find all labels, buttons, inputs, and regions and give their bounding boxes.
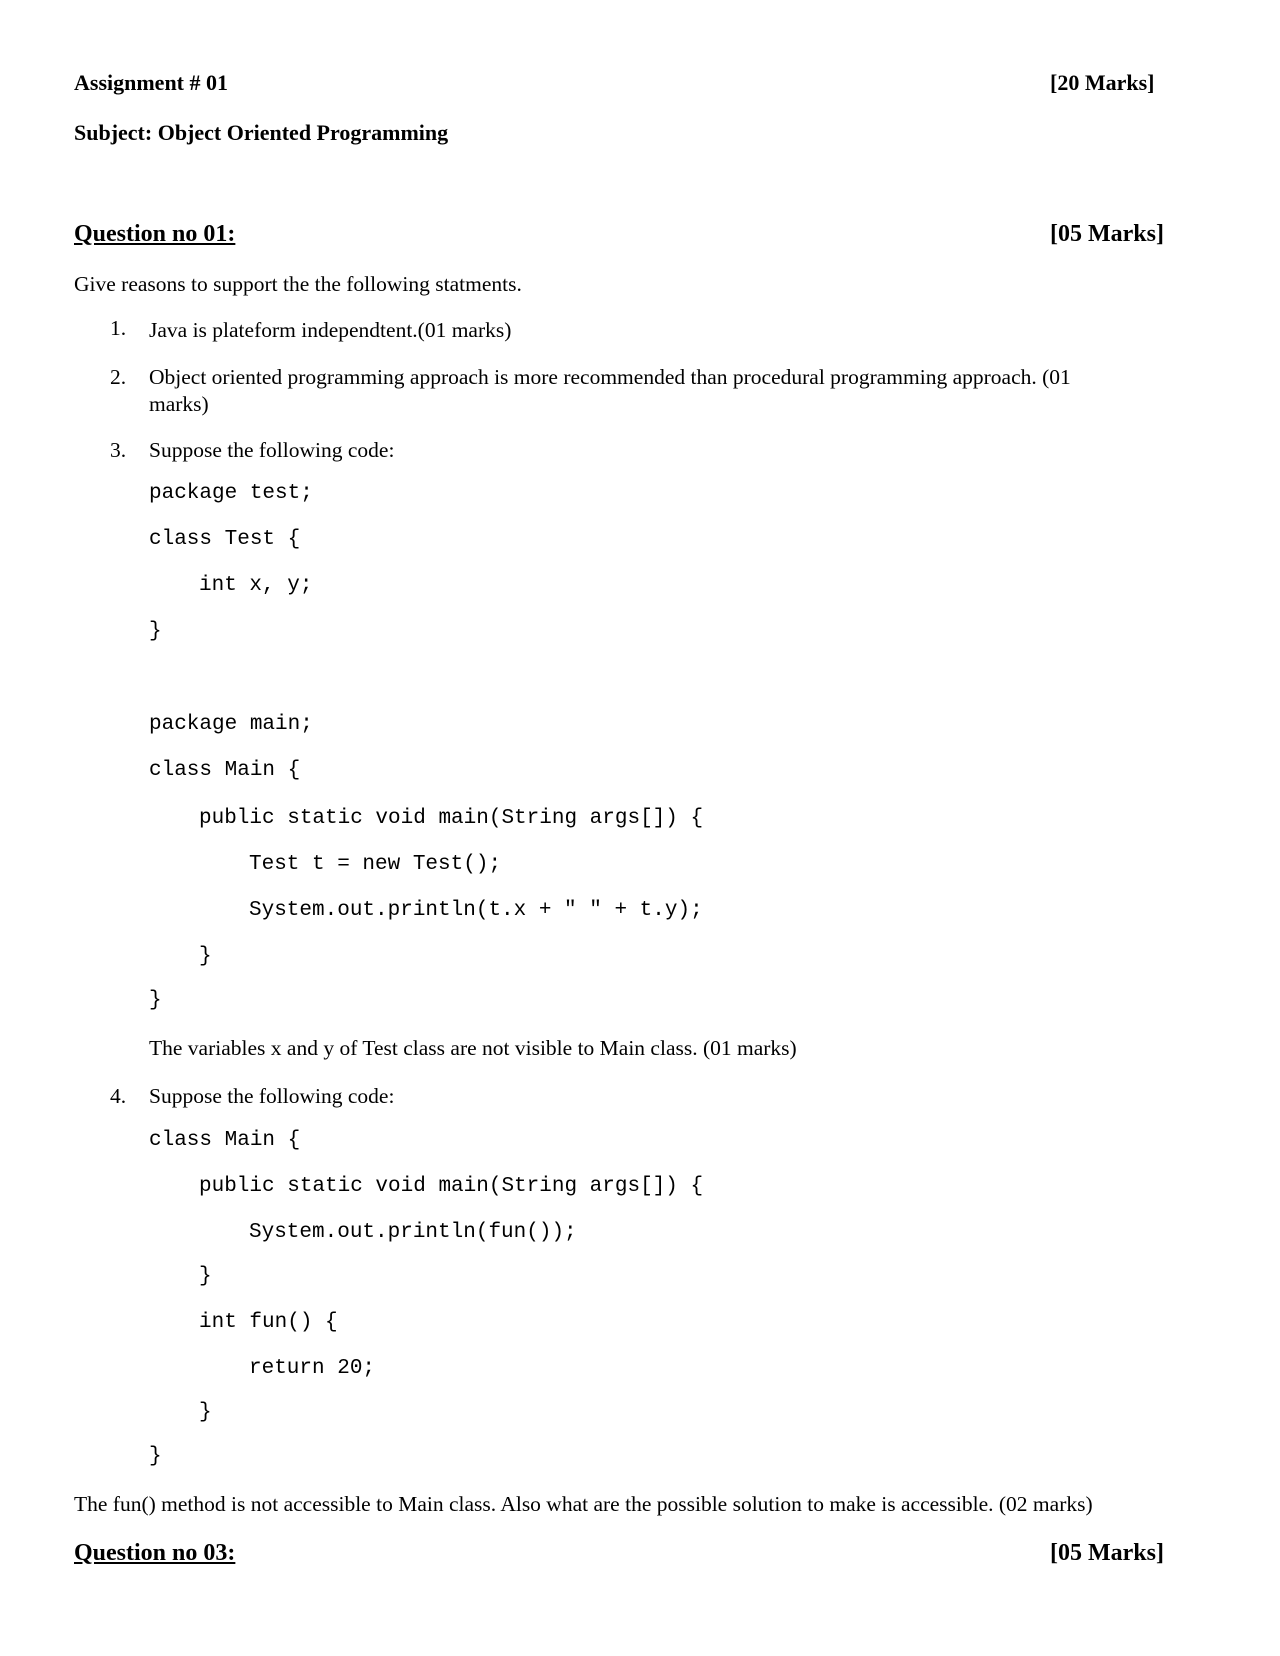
code-line: } xyxy=(199,945,212,968)
total-marks: [20 Marks] xyxy=(1050,70,1155,95)
code-line: System.out.println(t.x + " " + t.y); xyxy=(249,899,703,922)
item-3-note: The variables x and y of Test class are not visible to Main class. (01 marks) xyxy=(149,1036,797,1060)
item-4-note: The fun() method is not accessible to Main class. Also what are the possible solution to make is accessible. (02 marks) xyxy=(74,1492,1093,1516)
code-line: package main; xyxy=(149,713,313,736)
code-line: public static void main(String args[]) { xyxy=(199,807,704,830)
item-number: 4. xyxy=(110,1084,127,1108)
item-text-continued: marks) xyxy=(149,392,209,416)
code-line: } xyxy=(149,989,162,1012)
code-line: class Main { xyxy=(149,1129,301,1152)
assignment-title: Assignment # 01 xyxy=(74,70,229,95)
code-line: public static void main(String args[]) { xyxy=(199,1175,704,1198)
code-line: int x, y; xyxy=(199,574,313,597)
item-number: 3. xyxy=(110,438,127,462)
code-line: } xyxy=(149,1445,162,1468)
code-line: } xyxy=(199,1265,212,1288)
item-text: Java is plateform independtent.(01 marks) xyxy=(149,318,512,342)
question-1-title: Question no 01: xyxy=(74,221,236,247)
question-1-intro: Give reasons to support the the following statments. xyxy=(74,272,522,296)
item-number: 1. xyxy=(110,316,127,340)
code-line: } xyxy=(199,1401,212,1424)
question-3-title: Question no 03: xyxy=(74,1540,236,1566)
question-3-marks: [05 Marks] xyxy=(1050,1540,1164,1566)
code-line: System.out.println(fun()); xyxy=(249,1221,577,1244)
code-line: } xyxy=(149,620,162,643)
code-line: Test t = new Test(); xyxy=(249,853,502,876)
code-line: class Main { xyxy=(149,759,301,782)
subject-title: Subject: Object Oriented Programming xyxy=(74,120,449,145)
item-text: Suppose the following code: xyxy=(149,438,395,462)
item-text: Object oriented programming approach is more recommended than procedural programming approach. (01 xyxy=(149,365,1071,389)
code-line: return 20; xyxy=(249,1357,376,1380)
code-line: package test; xyxy=(149,482,313,505)
item-number: 2. xyxy=(110,365,127,389)
code-line: class Test { xyxy=(149,528,301,551)
question-1-marks: [05 Marks] xyxy=(1050,221,1164,247)
item-text: Suppose the following code: xyxy=(149,1084,395,1108)
code-line: int fun() { xyxy=(199,1311,338,1334)
